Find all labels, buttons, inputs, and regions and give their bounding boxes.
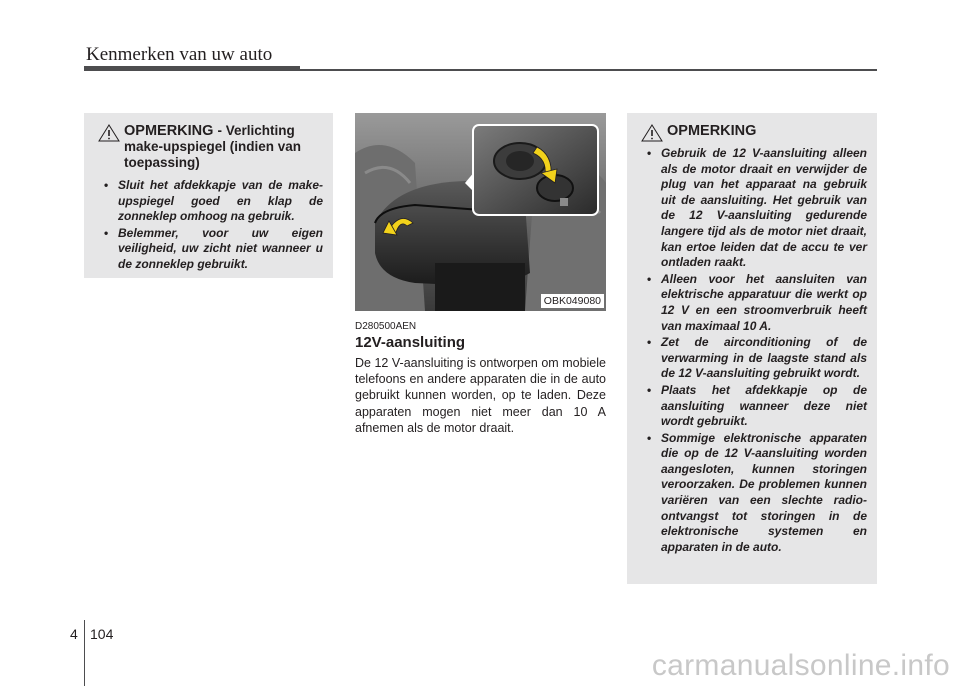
figure-code: OBK049080 (541, 294, 604, 308)
footer-rule (84, 620, 85, 686)
section-code: D280500AEN (355, 321, 417, 332)
page-number: 104 (90, 626, 114, 642)
chapter-number: 4 (70, 626, 78, 642)
header-rule-thick (84, 66, 300, 71)
note-box-mirror-light (84, 113, 333, 278)
note-title-main: OPMERKING (124, 123, 214, 139)
note-header (647, 123, 867, 142)
note-item: • Zet de airconditioning of de verwarming in de laagste stand als de 12 V-aansluiting gebruikt wordt. (647, 335, 867, 382)
page-header-title: Kenmerken van uw auto (86, 44, 273, 65)
note-list (104, 178, 323, 273)
note-item: • Belemmer, voor uw eigen veiligheid, uw zicht niet wanneer u de zonneklep gebruikt. (104, 226, 323, 273)
section-body: De 12 V-aansluiting is ontworpen om mobiele telefoons en andere apparaten die in de auto gebruikt kunnen worden, op te laden. Deze apparaten mogen niet meer dan 10 A afnemen als de motor draait. (355, 356, 606, 435)
header-rule-thin (300, 69, 877, 71)
note-item: • Plaats het afdekkapje op de aansluiting wanneer deze niet wordt gebruikt. (647, 383, 867, 430)
console-illustration (355, 113, 606, 311)
note-title-sub: - Verlichting make-upspiegel (indien van toepassing) (124, 123, 302, 170)
figure-12v-socket-photo (355, 113, 606, 311)
warning-triangle-icon (641, 124, 663, 142)
note-title (124, 123, 323, 171)
watermark: carmanualsonline.info (651, 649, 950, 682)
note-title: OPMERKING (667, 123, 757, 139)
note-header (104, 123, 323, 171)
note-item: • Alleen voor het aansluiten van elektrische apparatuur die werkt op 12 V en een stroomverbruik heeft van maximaal 10 A. (647, 272, 867, 334)
note-item: • Sluit het afdekkapje van de make-upspiegel goed en klap de zonneklep omhoog na gebruik. (104, 178, 323, 225)
note-item: • Gebruik de 12 V-aansluiting alleen als de motor draait en verwijder de plug van het apparaat na gebruik uit de aansluiting. Het gebruik van de 12 V-aansluiting gedurende langere tijd als de motor niet draait, kan ertoe leiden dat de accu te ver ontladen raakt. (647, 146, 867, 271)
note-box-12v (627, 113, 877, 584)
note-list (647, 146, 867, 555)
section-title: 12V-aansluiting (355, 334, 466, 351)
note-item: • Sommige elektronische apparaten die op de 12 V-aansluiting worden aangesloten, kunnen storingen veroorzaken. De problemen kunnen variëren van een slechte radio-ontvangst tot storingen in de elektronische systemen en apparaten in de auto. (647, 431, 867, 556)
warning-triangle-icon (98, 124, 120, 142)
